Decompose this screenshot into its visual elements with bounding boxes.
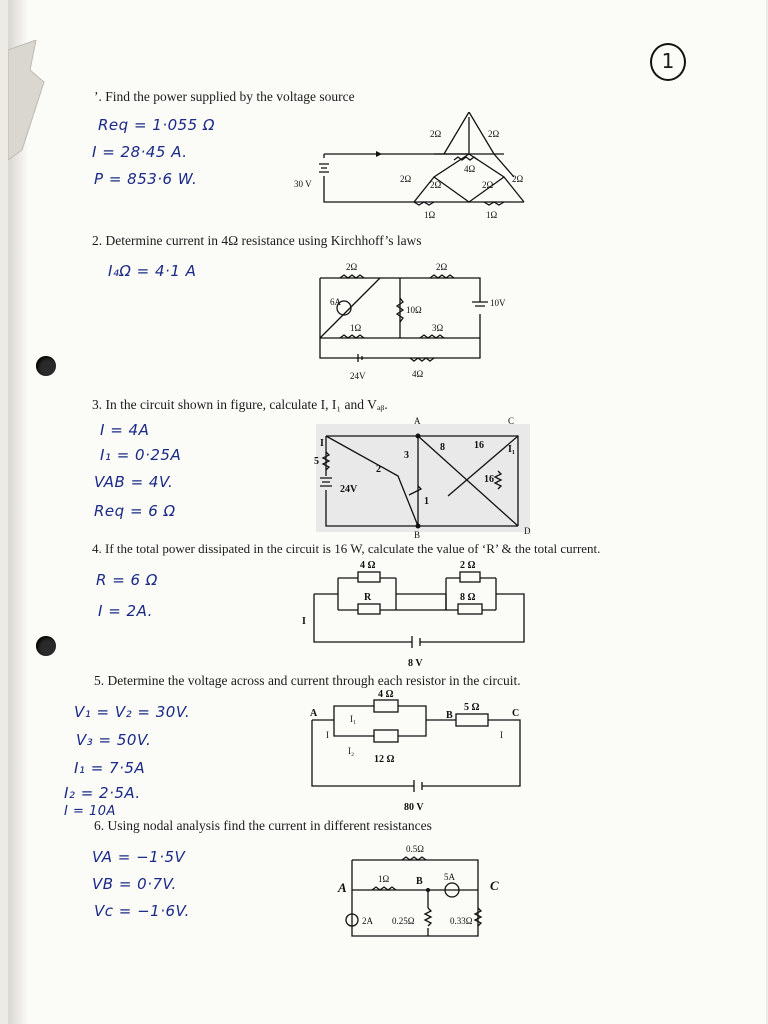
- c1-bottom-left-r: 1Ω: [424, 210, 436, 220]
- c5-i-right: I: [500, 730, 503, 740]
- c1-top-left-r: 2Ω: [430, 129, 442, 139]
- c6-cs-left: 2A: [362, 916, 373, 926]
- c5-node-b: B: [446, 710, 453, 721]
- c6-r-left: 1Ω: [378, 874, 390, 884]
- c5-r3: 5 Ω: [464, 702, 480, 713]
- circuit-3-diagram: [298, 416, 538, 540]
- c1-source-label: 30 V: [294, 179, 312, 189]
- c1-right-low-r: 2Ω: [512, 174, 524, 184]
- c3-node-c: C: [508, 416, 515, 426]
- circuit-4-diagram: [296, 556, 536, 674]
- answer-q5-i2: I₂ = 2·5A.: [64, 784, 141, 802]
- question-3-text: 3. In the circuit shown in figure, calculate I, I₁ and Vₐᵦ.: [92, 397, 388, 412]
- c2-r-top-left: 2Ω: [346, 262, 358, 272]
- punch-hole-lower: [36, 636, 56, 656]
- c5-i1: I₁: [350, 714, 357, 724]
- question-6-text: 6. Using nodal analysis find the current in different resistances: [94, 818, 432, 833]
- c6-cs-right: 5A: [444, 872, 455, 882]
- circuit-1-diagram: [284, 112, 534, 224]
- c3-r-16a: 16: [474, 440, 484, 451]
- c3-r-8: 8: [440, 442, 445, 453]
- c1-bottom-right-r: 1Ω: [486, 210, 498, 220]
- answer-q4-r: R = 6 Ω: [96, 571, 158, 589]
- c5-r2: 12 Ω: [374, 754, 395, 765]
- c3-node-a: A: [414, 416, 421, 426]
- c5-i-left: I: [326, 730, 329, 740]
- page-number-circled: 1: [650, 43, 686, 81]
- answer-q1-power: P = 853·6 W.: [94, 170, 198, 188]
- c2-r-bottom: 4Ω: [412, 369, 424, 379]
- c4-r3: 8 Ω: [460, 592, 476, 603]
- question-5-text: 5. Determine the voltage across and current through each resistor in the circuit.: [94, 673, 521, 688]
- c3-r-diag: 2: [376, 464, 381, 475]
- answer-q5-v1v2: V₁ = V₂ = 30V.: [74, 703, 191, 721]
- c6-node-a: A: [338, 880, 347, 895]
- c1-left-low-r: 2Ω: [400, 174, 412, 184]
- c2-r-low-right: 3Ω: [432, 323, 444, 333]
- c4-source: 8 V: [408, 658, 423, 669]
- question-2-text: 2. Determine current in 4Ω resistance using Kirchhoff’s laws: [92, 233, 422, 248]
- answer-q3-i: I = 4A: [100, 421, 150, 439]
- circuit-2-diagram: [300, 258, 520, 384]
- c6-node-c: C: [490, 878, 499, 893]
- c5-r1: 4 Ω: [378, 689, 394, 700]
- answer-q5-i: I = 10A: [64, 804, 116, 819]
- c6-node-b: B: [416, 876, 423, 887]
- c3-r-ab: 1: [424, 496, 429, 507]
- c3-node-b: B: [414, 530, 421, 540]
- c4-r1: 4 Ω: [360, 560, 376, 571]
- answer-q3-vab: VAB = 4V.: [94, 473, 174, 491]
- c4-current: I: [302, 616, 306, 627]
- c2-current-source: 6A: [330, 297, 341, 307]
- answer-q6-vc: Vc = −1·6V.: [94, 902, 190, 920]
- c3-i-left: I: [320, 438, 324, 449]
- c1-middle-r: 4Ω: [464, 164, 476, 174]
- c2-r-mid: 10Ω: [406, 305, 422, 315]
- c1-inner-left-r: 2Ω: [430, 180, 442, 190]
- c3-r-16b: 16: [484, 474, 494, 485]
- c5-node-a: A: [310, 708, 318, 719]
- torn-corner: [8, 40, 68, 160]
- c5-node-c: C: [512, 708, 520, 719]
- worksheet-page: [8, 0, 766, 1024]
- c3-battery: 24V: [340, 484, 358, 495]
- c2-r-top-right: 2Ω: [436, 262, 448, 272]
- circuit-5-diagram: [298, 686, 538, 814]
- answer-q1-current: I = 28·45 A.: [92, 143, 188, 161]
- c4-r2: 2 Ω: [460, 560, 476, 571]
- c2-r-low-left: 1Ω: [350, 323, 362, 333]
- c6-r-right: 0.33Ω: [450, 916, 473, 926]
- circuit-6-diagram: [332, 838, 512, 948]
- c3-node-d: D: [524, 526, 531, 536]
- c1-top-right-r: 2Ω: [488, 129, 500, 139]
- punch-hole-upper: [36, 356, 56, 376]
- answer-q6-vb: VB = 0·7V.: [92, 875, 177, 893]
- answer-q6-va: VA = −1·5V: [92, 848, 186, 866]
- answer-q3-i1: I₁ = 0·25A: [100, 446, 182, 464]
- answer-q4-i: I = 2A.: [98, 602, 153, 620]
- c2-battery-bottom: 24V: [350, 371, 366, 381]
- question-1-text: ʼ. Find the power supplied by the voltage source: [94, 89, 355, 104]
- c2-battery-right: 10V: [490, 298, 506, 308]
- c3-r-a: 3: [404, 450, 409, 461]
- c4-r: R: [364, 592, 372, 603]
- answer-q5-i1: I₁ = 7·5A: [74, 759, 146, 777]
- c5-i2: I₂: [348, 746, 355, 756]
- c3-i-right: I₁: [508, 444, 515, 455]
- c1-inner-right-r: 2Ω: [482, 180, 494, 190]
- c5-source: 80 V: [404, 802, 424, 813]
- answer-q1-req: Req = 1·055 Ω: [98, 116, 215, 134]
- c6-r-mid: 0.25Ω: [392, 916, 415, 926]
- c3-r-left: 5: [314, 456, 319, 467]
- answer-q3-req: Req = 6 Ω: [94, 502, 176, 520]
- answer-q2-current: I₄Ω = 4·1 A: [108, 262, 197, 280]
- answer-q5-v3: V₃ = 50V.: [76, 731, 152, 749]
- question-4-text: 4. If the total power dissipated in the circuit is 16 W, calculate the value of ‘R’ & the total current.: [92, 541, 601, 556]
- c6-r-top: 0.5Ω: [406, 844, 424, 854]
